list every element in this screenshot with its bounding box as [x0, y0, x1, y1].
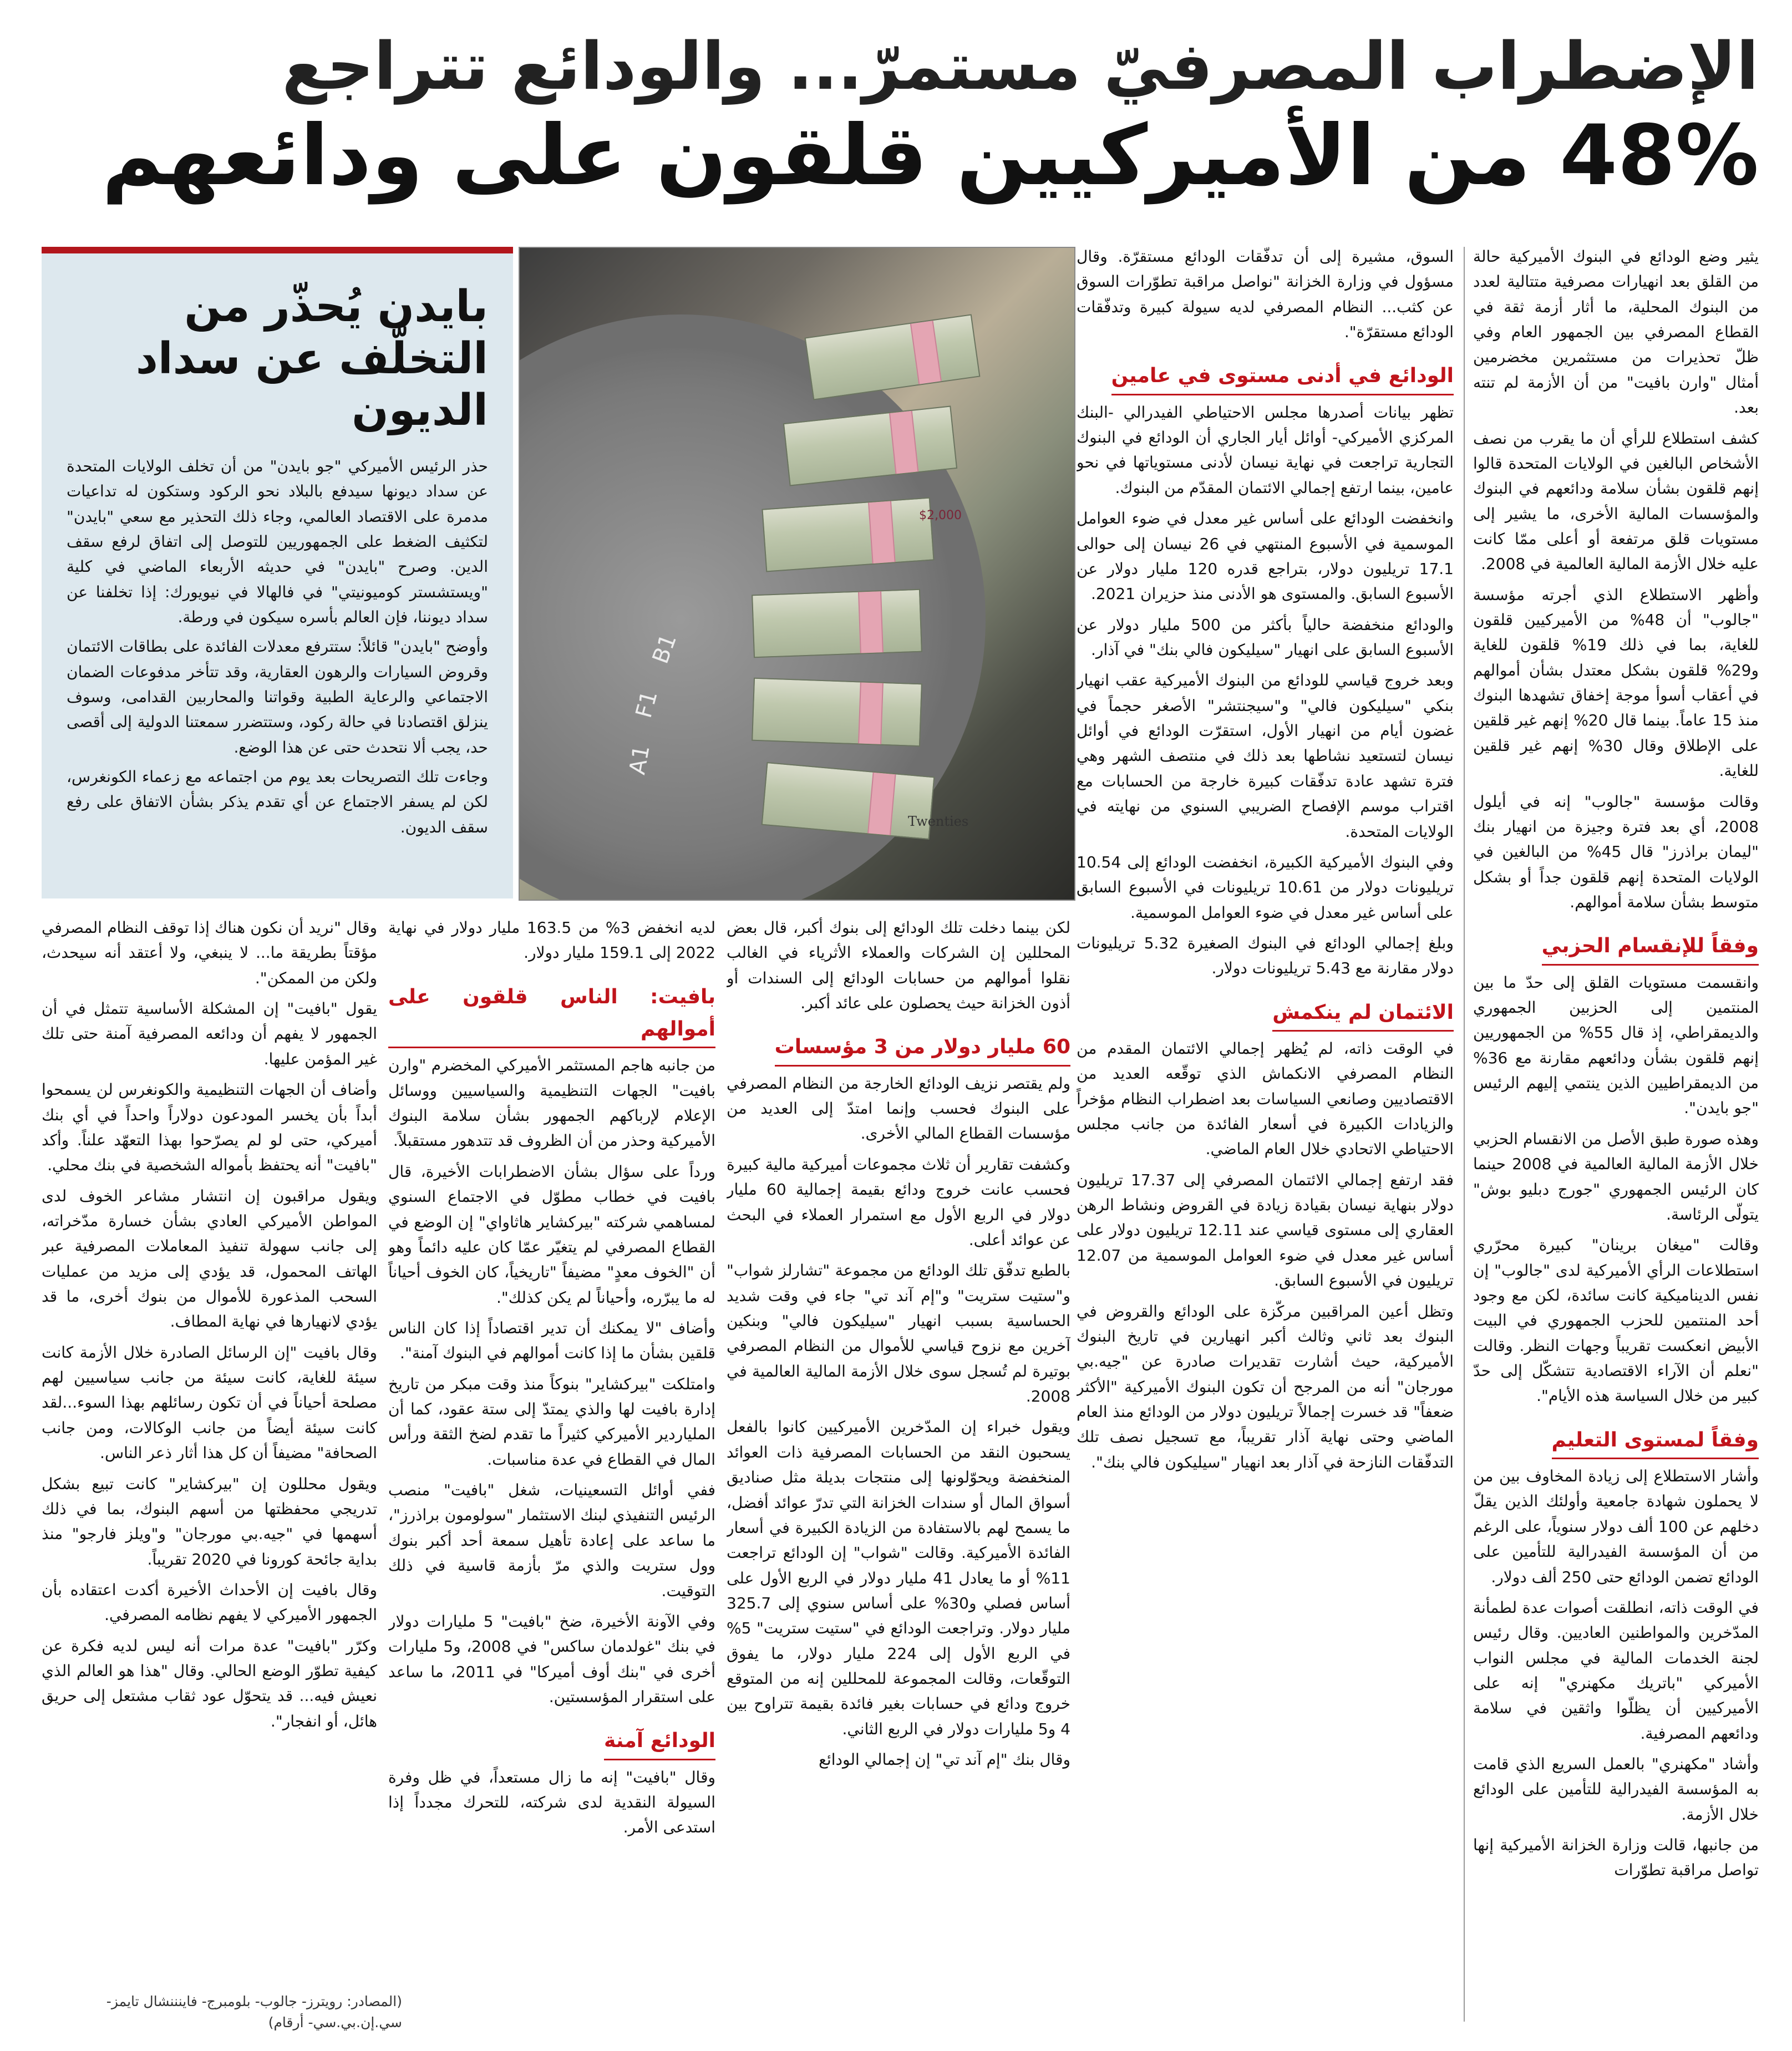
column-3 — [727, 915, 1070, 2035]
paragraph: كشف استطلاع للرأي أن ما يقرب من نصف الأشخاص البالغين في الولايات المتحدة قالوا إنهم قلقون بشأن سلامة ودائعهم في البنوك والمؤسسات المالية الأخرى، ما يشير إلى مستويات قلق مرتفعة أو أعلى ممّا كانت عليه خلال الأزمة المالية العالمية في 2008. — [1473, 429, 1759, 573]
photo-label: A1 — [625, 743, 655, 776]
paragraph: من جانبه هاجم المستثمر الأميركي المخضرم "وارن بافيت" الجهات التنظيمية والسياسيين ووسائل الإعلام لإرباكهم الجمهور بشأن سلامة البنوك الأميركية وحذر من أن الظروف قد تتدهور مستقبلاً. — [388, 1056, 715, 1150]
paragraph: وقال بافيت "إن الرسائل الصادرة خلال الأزمة كانت سيئة للغاية، كانت سيئة من جانب سياسيين لهم مصلحة أحياناً في أن تكون رسائلهم بهذا السوء...لقد كانت سيئة أيضاً من جانب الوكالات، ومن جانب الصحافة" مضيفاً أن كل هذا أثار ذعر الناس. — [42, 1343, 377, 1463]
paragraph: وأوضح "بايدن" قائلاً: ستترفع معدلات الفائدة على بطاقات الائتمان وقروض السيارات والرهون العقارية، وقد تتأخر مدفوعات الضمان الاجتماعي والرعاية الطبية وقواتنا والمحاربين القدامى، وسوف ينزلق اقتصادنا في حالة ركود، وستتضرر سمعتنا الدولية إلى أقصى حد، يجب ألا نتحدث حتى عن هذا الوضع. — [67, 637, 488, 757]
paragraph: وقال بنك "إم آند تي" إن إجمالي الودائع — [819, 1750, 1070, 1769]
column-1 — [1473, 244, 1759, 2035]
paragraph: وأشار الاستطلاع إلى زيادة المخاوف بين من لا يحملون شهادة جامعية وأولئك الذين يقلّ دخلهم عن 100 ألف دولار سنوياً، على الرغم من أن المؤسسة الفيدرالية للتأمين على الودائع تضمن الودائع حتى 250 ألف دولار. — [1473, 1467, 1759, 1586]
column-2 — [1077, 244, 1454, 2035]
paragraph: ويقول مراقبون إن انتشار مشاعر الخوف لدى المواطن الأميركي العادي بشأن خسارة مدّخراته، إلى جانب سهولة تنفيذ المعاملات المصرفية عبر الهاتف المحمول، قد يؤدي إلى مزيد من عمليات السحب المذعورة للأموال من بنوك أخرى، ما قد يؤدي لانهيارها في نهاية المطاف. — [42, 1186, 377, 1331]
col1-intro — [1473, 244, 1759, 915]
money-printing-photo — [519, 247, 1075, 901]
column-4 — [388, 915, 715, 2035]
paragraph: وقالت مؤسسة "جالوب" إنه في أيلول 2008، أي بعد فترة وجيزة من انهيار بنك "ليمان براذرز" قال 45% من البالغين في الولايات المتحدة إنهم قلقون جداً أو بشكل متوسط بشأن سلامة أموالهم. — [1473, 792, 1759, 911]
paragraph: يقول "بافيت" إن المشكلة الأساسية تتمثل في أن الجمهور لا يفهم أن ودائعه المصرفية آمنة حتى تلك غير المؤمن عليها. — [42, 999, 377, 1068]
paragraph: ولم يقتصر نزيف الودائع الخارجة من النظام المصرفي على البنوك فحسب وإنما امتدّ إلى العديد من مؤسسات القطاع المالي الأخرى. — [727, 1074, 1070, 1143]
paragraph: وهذه صورة طبق الأصل من الانقسام الحزبي خلال الأزمة المالية العالمية في 2008 حينما كان الرئيس الجمهوري "جورج دبليو بوش" يتولّى الرئاسة. — [1473, 1129, 1759, 1224]
paragraph: في الوقت ذاته، لم يُظهر إجمالي الائتمان المقدم من النظام المصرفي الانكماش الذي توقّعه العديد من الاقتصاديين وصانعي السياسات بعد اضطراب النظام مؤخراً والزيادات الكبيرة في أسعار الفائدة من جانب مجلس الاحتياطي الاتحادي خلال العام الماضي. — [1077, 1039, 1454, 1159]
paragraph: وبعد خروج قياسي للودائع من البنوك الأميركية عقب انهيار بنكي "سيليكون فالي" و"سيجنتشر" الأصغر حجماً في غضون أيام من انهيار الأول، استقرّت الودائع في أوائل نيسان لتستعيد نشاطها بعد ذلك في منتصف الشهر وهي فترة تشهد عادة تدفّقات كبيرة خارجة من الحسابات مع اقتراب موسم الإفصاح الضريبي السنوي من نهايته في الولايات المتحدة. — [1077, 671, 1454, 841]
paragraph: في الوقت ذاته، انطلقت أصوات عدة لطمأنة المدّخرين والمواطنين العاديين. وقال رئيس لجنة الخدمات المالية في مجلس النواب الأميركي "باتريك مكهنري" إنه على الأميركيين أن يظلّوا واثقين في سلامة ودائعهم المصرفية. — [1473, 1598, 1759, 1743]
paragraph: والودائع منخفضة حالياً بأكثر من 500 مليار دولار عن الأسبوع السابق على انهيار "سيليكون فالي بنك" في آذار. — [1077, 615, 1454, 659]
paragraph: وأضاف "لا يمكنك أن تدير اقتصاداً إذا كان الناس قلقين بشأن ما إذا كانت أموالهم في البنوك آمنة". — [388, 1318, 715, 1363]
paragraph: فقد ارتفع إجمالي الائتمان المصرفي إلى 17.37 تريليون دولار بنهاية نيسان بقيادة زيادة في القروض ونشاط الرهن العقاري إلى مستوى قياسي عند 12.11 تريليون دولار على أساس غير معدل في ضوء العوامل الموسمية من 12.07 تريليون في الأسبوع السابق. — [1077, 1170, 1454, 1290]
paragraph: وأظهر الاستطلاع الذي أجرته مؤسسة "جالوب" أن 48% من الأميركيين قلقون للغاية، بما في ذلك 19% قلقون للغاية و29% قلقون بشكل معتدل بشأن أموالهم في أعقاب أسوأ موجة إخفاق تشهدها البنوك منذ 15 عاماً. بينما قال 20% إنهم غير قلقين على الإطلاق وقال 30% إنهم غير قلقين للغاية. — [1473, 585, 1759, 780]
subheading: وفقاً للإنقسام الحزبي — [1542, 930, 1759, 965]
banknote-stack — [752, 589, 922, 658]
subheading: الودائع آمنة — [604, 1725, 715, 1760]
kicker: الإضطراب المصرفيّ مستمرّ... والودائع تتراجع — [282, 28, 1759, 104]
subheading: 60 مليار دولار من 3 مؤسسات — [775, 1031, 1070, 1066]
paragraph: ورداً على سؤال بشأن الاضطرابات الأخيرة، قال بافيت في خطاب مطوّل في الاجتماع السنوي لمساهمي شركته "بيركشاير هاثاواي" إن الوضع في القطاع المصرفي لم يتغيّر عمّا كان عليه دائماً وهو أن "الخوف معدٍ" مضيفاً "تاريخياً، كان الخوف أحياناً له ما يبرّره، وأحياناً لم يكن كذلك". — [388, 1162, 715, 1307]
paragraph: وقال "بافيت" إنه ما زال مستعداً، في ظل وفرة السيولة النقدية لدى شركته، للتحرك مجدداً إذا استدعى الأمر. — [388, 1768, 715, 1837]
biden-sidebar — [42, 247, 513, 898]
subheading: وفقاً لمستوى التعليم — [1552, 1424, 1759, 1459]
paragraph: وامتلكت "بيركشاير" بنوكاً منذ وقت مبكر من تاريخ إدارة بافيت لها والذي يمتدّ إلى ستة عقود، كما أن الملياردير الأميركي كثيراً ما تقدم لضخ الثقة ورأس المال في القطاع في عدة مناسبات. — [388, 1374, 715, 1469]
paragraph: وانخفضت الودائع على أساس غير معدل في ضوء العوامل الموسمية في الأسبوع المنتهي في 26 نيسان إلى حوالى 17.1 تريليون دولار، بتراجع قدره 120 مليار دولار عن الأسبوع السابق. والمستوى هو الأدنى منذ حزيران 2021. — [1077, 509, 1454, 603]
paragraph: وأضاف أن الجهات التنظيمية والكونغرس لن يسمحوا أبداً بأن يخسر المودعون دولاراً واحداً في أي بنك أميركي، حتى لو لم يصرّحوا بهذا التعهّد علناً. وأكد "بافيت" أنه يحتفظ بأمواله الشخصية في بنك محلي. — [42, 1080, 377, 1175]
paragraph: يثير وضع الودائع في البنوك الأميركية حالة من القلق بعد انهيارات مصرفية متتالية لعدد من البنوك المحلية، ما أثار أزمة ثقة في القطاع المصرفي بين الجمهور العام وفي ظلّ تحذيرات من مستثمرين مخضرمين أمثال "وارن بافيت" من أن الأزمة لم تنته بعد. — [1473, 247, 1759, 417]
paragraph: وجاءت تلك التصريحات بعد يوم من اجتماعه مع زعماء الكونغرس، لكن لم يسفر الاجتماع عن أي تقدم يذكر بشأن الاتفاق على رفع سقف الديون. — [67, 768, 488, 836]
sources-credit: (المصادر: رويترز- جالوب- بلومبرج- فاينننشال تايمز- سي.إن.بي.سي- أرقام) — [106, 1993, 402, 2030]
headline — [34, 28, 1759, 204]
paragraph: بالطبع تدفّق تلك الودائع من مجموعة "تشارلز شواب" و"ستيت ستريت" و"إم آند تي" جاء في وقت شديد الحساسية بسبب انهيار "سيليكون فالي" وبنكين آخرين مع نزوح قياسي للأموال من النظام المصرفي بوتيرة لم تُسجل سوى خلال الأزمة المالية العالمية في 2008. — [727, 1261, 1070, 1406]
paragraph: تظهر بيانات أصدرها مجلس الاحتياطي الفيدرالي -البنك المركزي الأميركي- أوائل أيار الجاري أن الودائع في البنوك التجارية تراجعت في نهاية نيسان لأدنى مستوياتها في نحو عامين، بينما ارتفع إجمالي الائتمان المقدّم من البنوك. — [1077, 403, 1454, 497]
photo-label: B1 — [647, 631, 682, 667]
banknote-stack — [805, 314, 981, 400]
paragraph: وقالت "ميغان برينان" كبيرة محرّري استطلاعات الرأي الأميركية لدى "جالوب" إن نفس الديناميكية كانت سائدة، لكن مع وجود أحد المنتمين للحزب الجمهوري في البيت الأبيض انعكست تقريباً وجهات النظر. وقالت "نعلم أن الآراء الاقتصادية تتشكّل إلى حدّ كبير من خلال السياسة هذه الأيام". — [1473, 1236, 1759, 1405]
photo-label: Twenties — [908, 814, 969, 829]
paragraph: وقال بافيت إن الأحداث الأخيرة أكدت اعتقاده بأن الجمهور الأميركي لا يفهم نظامه المصرفي. — [42, 1580, 377, 1624]
main-title: 48% من الأميركيين قلقون على ودائعهم — [101, 107, 1759, 204]
paragraph: ويقول محللون إن "بيركشاير" كانت تبيع بشكل تدريجي محفظتها من أسهم البنوك، بما في ذلك أسهمها في "جيه.بي مورجان" و"ويلز فارجو" منذ بداية جائحة كورونا في 2020 تقريباً. — [42, 1474, 377, 1568]
paragraph: ففي أوائل التسعينيات، شغل "بافيت" منصب الرئيس التنفيذي لبنك الاستثمار "سولومون براذرز"، ما ساعد على إعادة تأهيل سمعة أحد أكبر بنوك وول ستريت والذي مرّ بأزمة قاسية في ذلك التوقيت. — [388, 1481, 715, 1600]
paragraph: من جانبها، قالت وزارة الخزانة الأميركية إنها تواصل مراقبة تطوّرات — [1473, 1836, 1759, 1880]
paragraph: وبلغ إجمالي الودائع في البنوك الصغيرة 5.32 تريليونات دولار مقارنة مع 5.43 تريليونات دولار. — [1077, 933, 1454, 978]
sidebar-title: بايدن يُحذّر من التخلّف عن سداد الديون — [135, 282, 488, 436]
paragraph: وتظل أعين المراقبين مركّزة على الودائع والقروض في البنوك بعد ثاني وثالث أكبر انهيارين في تاريخ البنوك الأميركية، حيث أشارت تقديرات صادرة عن "جيه.بي مورجان" أنه من المرجح أن تكون البنوك الأميركية "الأكثر ضعفاً" قد خسرت إجمالاً تريليون دولار من الودائع منذ العام الماضي وحتى نهاية آذار تقريباً، مع تسجيل نصف تلك التدفّقات النازحة في آذار بعد انهيار "سيليكون فالي بنك". — [1077, 1302, 1454, 1471]
paragraph: وفي البنوك الأميركية الكبيرة، انخفضت الودائع إلى 10.54 تريليونات دولار من 10.61 تريليونات في الأسبوع السابق على أساس غير معدل في ضوء العوامل الموسمية. — [1077, 852, 1454, 922]
photo-label: $2,000 — [919, 509, 962, 522]
banknote-stack — [752, 678, 922, 747]
subheading: الائتمان لم ينكمش — [1272, 997, 1454, 1032]
paragraph: وكرّر "بافيت" عدة مرات أنه ليس لديه فكرة عن كيفية تطوّر الوضع الحالي. وقال "هذا هو العالم الذي نعيش فيه... قد يتحوّل عود ثقاب مشتعل إلى حريق هائل، أو انفجار". — [42, 1636, 377, 1730]
paragraph: ويقول خبراء إن المدّخرين الأميركيين كانوا بالفعل يسحبون النقد من الحسابات المصرفية ذات العوائد المنخفضة ويحوّلونها إلى منتجات بديلة مثل صناديق أسواق المال أو سندات الخزانة التي تدرّ عوائد أفضل، ما يسمح لهم بالاستفادة من الزيادة الكبيرة في أسعار الفائدة الأميركية. وقالت "شواب" إن الودائع تراجعت 11% أو ما يعادل 41 مليار دولار في الربع الأول على أساس فصلي و30% على أساس سنوي إلى 325.7 مليار دولار. وتراجعت الودائع في "ستيت ستريت" 5% في الربع الأول إلى 224 مليار دولار، ما يفوق التوقّعات، وقالت المجموعة للمحللين إنه من المتوقع خروج ودائع في حسابات بغير فائدة بقيمة تتراوح بين 4 و5 مليارات دولار في الربع الثاني. — [727, 1418, 1070, 1738]
paragraph: حذر الرئيس الأميركي "جو بايدن" من أن تخلف الولايات المتحدة عن سداد ديونها سيدفع بالبلاد نحو الركود وستكون له تداعيات مدمرة على الاقتصاد العالمي، وجاء ذلك التحذير مع سعي "بايدن" لتكثيف الضغط على الجمهوريين للتوصل إلى اتفاق لرفع سقف الدين. وصرح "بايدن" في حديثه الأربعاء الماضي في كلية "ويستشستر كوميونيتي" في فالهالا في نيويورك: إذا تخلفنا عن سداد ديوننا، فإن العالم بأسره سيكون في ورطة. — [67, 456, 488, 626]
subheading: الودائع في أدنى مستوى في عامين — [1111, 360, 1454, 395]
banknote-stack — [762, 497, 934, 572]
paragraph: لكن بينما دخلت تلك الودائع إلى بنوك أكبر، قال بعض المحللين إن الشركات والعملاء الأثرياء في الغالب نقلوا أموالهم من حسابات الودائع إلى السندات أو أذون الخزانة حيث يحصلون على عائد أكبر. — [727, 918, 1070, 1013]
paragraph: وأشاد "مكهنري" بالعمل السريع الذي قامت به المؤسسة الفيدرالية للتأمين على الودائع خلال الأزمة. — [1473, 1755, 1759, 1824]
sidebar-body — [67, 454, 488, 840]
subheading: بافيت: الناس قلقون على أموالهم — [388, 981, 715, 1049]
paragraph: وفي الآونة الأخيرة، ضخ "بافيت" 5 مليارات دولار في بنك "غولدمان ساكس" في 2008، و5 مليارات أخرى في "بنك أوف أميركا" في 2011، ما ساعد على استقرار المؤسستين. — [388, 1612, 715, 1706]
paragraph: وقال "نريد أن نكون هناك إذا توقف النظام المصرفي مؤقتاً بطريقة ما... لا ينبغي، ولا أعتقد أنه سيحدث، ولكن من الممكن". — [42, 918, 377, 987]
paragraph: السوق، مشيرة إلى أن تدفّقات الودائع مستقرّة. وقال مسؤول في وزارة الخزانة "نواصل مراقبة تطوّرات السوق عن كثب... النظام المصرفي لديه سيولة كبيرة وتدفّقات الودائع مستقرّة". — [1077, 247, 1454, 342]
column-rule — [1464, 247, 1465, 2022]
photo-label: F1 — [631, 688, 663, 721]
paragraph: لديه انخفض 3% من 163.5 مليار دولار في نهاية 2022 إلى 159.1 مليار دولار. — [388, 918, 715, 962]
column-5 — [42, 915, 377, 1986]
paragraph: وكشفت تقارير أن ثلاث مجموعات أميركية مالية كبيرة فحسب عانت خروج ودائع بقيمة إجمالية 60 مليار دولار في الربع الأول مع استمرار العملاء في البحث عن عوائد أعلى. — [727, 1155, 1070, 1249]
paragraph: وانقسمت مستويات القلق إلى حدّ ما بين المنتمين إلى الحزبين الجمهوري والديمقراطي، إذ قال 55% من الجمهوريين إنهم قلقون بشأن ودائعهم مقارنة مع 36% من الديمقراطيين الذين ينتمي إليهم الرئيس "جو بايدن". — [1473, 973, 1759, 1118]
